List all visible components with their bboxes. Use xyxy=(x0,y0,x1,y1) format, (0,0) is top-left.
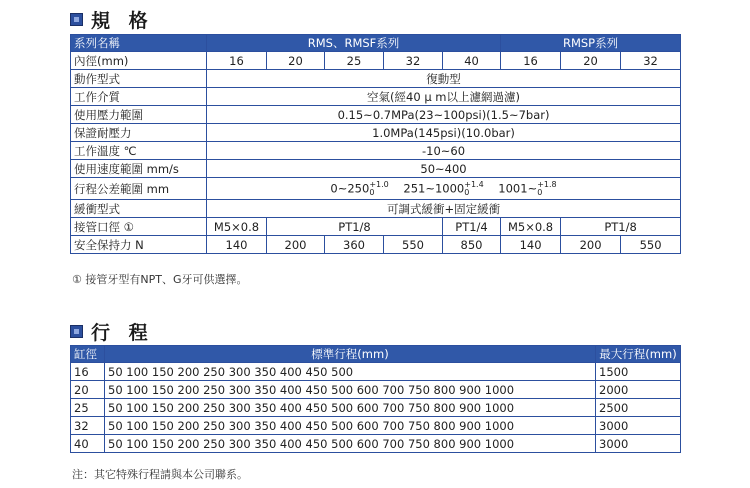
holding-cell: 850 xyxy=(443,236,501,254)
spec-row xyxy=(71,142,681,160)
rms-series-header: RMS、RMSF系列 xyxy=(207,35,501,52)
spec-row-value: 空氣(經40 μ m以上濾網過濾) xyxy=(207,88,681,106)
holding-cell: 550 xyxy=(384,236,443,254)
spec-row xyxy=(71,70,681,88)
port-cell: M5×0.8 xyxy=(207,218,267,236)
square-bullet-icon xyxy=(70,325,83,338)
holding-label: 安全保持力 N xyxy=(71,236,207,254)
tol-upper: +1.0 xyxy=(369,179,389,189)
stroke-tolerance-label: 行程公差範圍 mm xyxy=(71,178,207,200)
spec-section-title xyxy=(70,6,154,33)
spec-row xyxy=(71,88,681,106)
spec-row xyxy=(71,106,681,124)
stroke-footnote: 注：其它特殊行程請與本公司聯系。 xyxy=(72,468,248,481)
max-stroke-cell: 2500 xyxy=(596,399,681,417)
holding-row xyxy=(71,236,681,254)
bore-cell: 40 xyxy=(443,52,501,70)
port-row xyxy=(71,218,681,236)
spec-table xyxy=(70,34,681,254)
strokes-cell: 50 100 150 200 250 300 350 400 450 500 600 700 750 800 900 1000 xyxy=(105,435,596,453)
bore-cell: 20 xyxy=(561,52,621,70)
bore-cell: 16 xyxy=(71,363,105,381)
strokes-cell: 50 100 150 200 250 300 350 400 450 500 600 700 750 800 900 1000 xyxy=(105,381,596,399)
table-row xyxy=(71,417,681,435)
spec-row-value: 0.15~0.7MPa(23~100psi)(1.5~7bar) xyxy=(207,106,681,124)
series-name-header: 系列名稱 xyxy=(71,35,207,52)
cushion-label: 緩衝型式 xyxy=(71,200,207,218)
tol-upper: +1.8 xyxy=(537,179,557,189)
max-stroke-header: 最大行程(mm) xyxy=(596,346,681,363)
port-cell: PT1/8 xyxy=(561,218,681,236)
tol-range: 1001~ xyxy=(498,181,538,195)
spec-row-value: 復動型 xyxy=(207,70,681,88)
standard-stroke-header: 標準行程(mm) xyxy=(105,346,596,363)
holding-cell: 140 xyxy=(501,236,561,254)
table-row xyxy=(71,435,681,453)
max-stroke-cell: 1500 xyxy=(596,363,681,381)
cushion-row xyxy=(71,200,681,218)
strokes-cell: 50 100 150 200 250 300 350 400 450 500 600 700 750 800 900 1000 xyxy=(105,417,596,435)
table-row xyxy=(71,363,681,381)
cushion-value: 可調式緩衝+固定緩衝 xyxy=(207,200,681,218)
max-stroke-cell: 3000 xyxy=(596,417,681,435)
holding-cell: 550 xyxy=(621,236,681,254)
holding-cell: 360 xyxy=(325,236,384,254)
table-row xyxy=(71,381,681,399)
port-cell: PT1/8 xyxy=(267,218,443,236)
stroke-tolerance-row xyxy=(71,178,681,200)
spec-row xyxy=(71,160,681,178)
stroke-header-row xyxy=(71,346,681,363)
holding-cell: 200 xyxy=(267,236,325,254)
bore-cell: 16 xyxy=(501,52,561,70)
bore-cell: 16 xyxy=(207,52,267,70)
table-row xyxy=(71,399,681,417)
tol-lower: 0 xyxy=(537,187,543,197)
bore-cell: 32 xyxy=(71,417,105,435)
tol-range: 0~250 xyxy=(330,181,370,195)
tol-upper: +1.4 xyxy=(464,179,484,189)
spec-footnote: ① 接管牙型有NPT、G牙可供選擇。 xyxy=(72,273,248,286)
bore-cell: 20 xyxy=(267,52,325,70)
spec-row xyxy=(71,124,681,142)
bore-header: 缸徑 xyxy=(71,346,105,363)
holding-cell: 200 xyxy=(561,236,621,254)
bore-cell: 32 xyxy=(621,52,681,70)
spec-row-label: 動作型式 xyxy=(71,70,207,88)
port-label: 接管口徑 ① xyxy=(71,218,207,236)
rmsp-series-header: RMSP系列 xyxy=(501,35,681,52)
spec-row-label: 使用壓力範圍 xyxy=(71,106,207,124)
stroke-section-title xyxy=(70,318,154,345)
spec-row-label: 工作介質 xyxy=(71,88,207,106)
port-cell: PT1/4 xyxy=(443,218,501,236)
tol-lower: 0 xyxy=(369,187,375,197)
strokes-cell: 50 100 150 200 250 300 350 400 450 500 xyxy=(105,363,596,381)
strokes-cell: 50 100 150 200 250 300 350 400 450 500 600 700 750 800 900 1000 xyxy=(105,399,596,417)
max-stroke-cell: 3000 xyxy=(596,435,681,453)
stroke-tolerance-value xyxy=(207,178,681,200)
bore-cell: 40 xyxy=(71,435,105,453)
spec-row-label: 工作溫度 ℃ xyxy=(71,142,207,160)
square-bullet-icon xyxy=(70,13,83,26)
tol-limits xyxy=(464,181,483,197)
max-stroke-cell: 2000 xyxy=(596,381,681,399)
spec-row-label: 使用速度範圍 mm/s xyxy=(71,160,207,178)
bore-cell: 25 xyxy=(71,399,105,417)
spec-row-value: -10~60 xyxy=(207,142,681,160)
spec-row-value: 50~400 xyxy=(207,160,681,178)
spec-title: 規 格 xyxy=(91,10,154,32)
spec-row-label: 保證耐壓力 xyxy=(71,124,207,142)
spec-row-value: 1.0MPa(145psi)(10.0bar) xyxy=(207,124,681,142)
holding-cell: 140 xyxy=(207,236,267,254)
tol-lower: 0 xyxy=(464,187,470,197)
tol-limits xyxy=(369,181,388,197)
spec-header-row xyxy=(71,35,681,52)
port-cell: M5×0.8 xyxy=(501,218,561,236)
stroke-table xyxy=(70,345,681,453)
bore-cell: 32 xyxy=(384,52,443,70)
tol-limits xyxy=(537,181,556,197)
bore-label: 內徑(mm) xyxy=(71,52,207,70)
tol-range: 251~1000 xyxy=(403,181,465,195)
bore-cell: 20 xyxy=(71,381,105,399)
bore-cell: 25 xyxy=(325,52,384,70)
stroke-title: 行 程 xyxy=(91,322,154,344)
bore-row xyxy=(71,52,681,70)
